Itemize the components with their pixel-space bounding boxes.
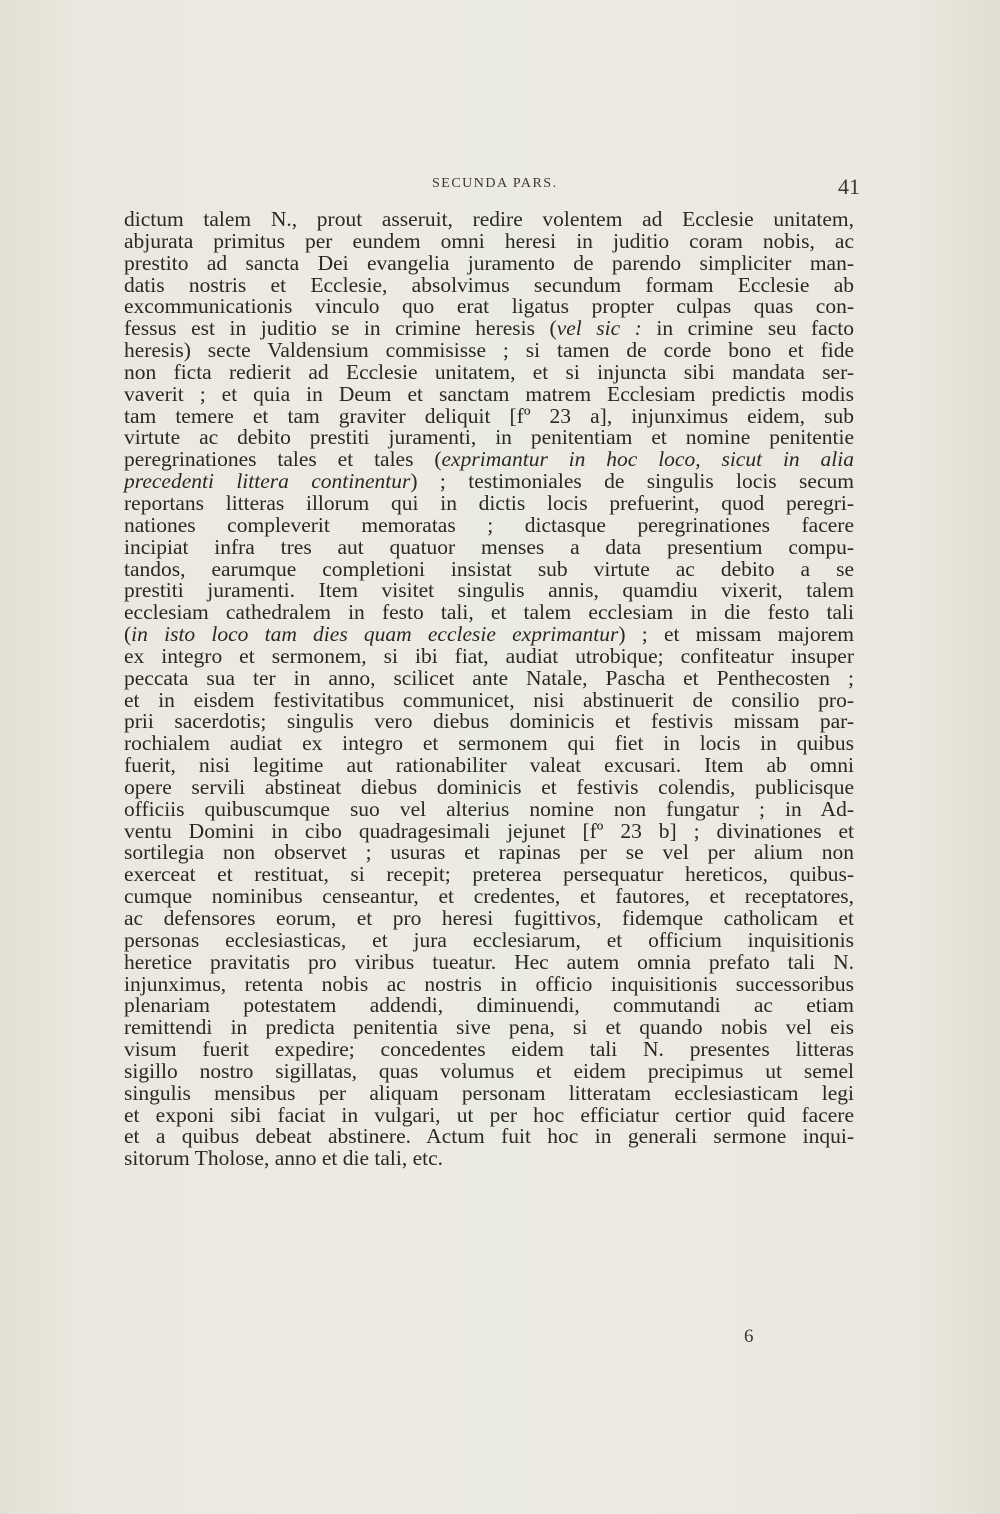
text-line [124, 250, 854, 275]
text-line [124, 927, 854, 952]
text-line [124, 971, 854, 996]
text-line [124, 1039, 854, 1061]
text-segment: non ficta redierit ad Ecclesie unitatem, et si injuncta sibi mandata ser- [124, 359, 854, 384]
text-segment: nationes compleverit memoratas ; dictasque peregrinationes facere [124, 512, 854, 537]
text-line [124, 318, 854, 340]
text-segment: remittendi in predicta penitentia sive pena, si et quando nobis vel eis [124, 1015, 854, 1040]
text-segment: ) ; et missam majorem [618, 622, 854, 647]
text-segment: ex integro et sermonem, si ibi fiat, audiat utrobique; confiteatur insuper [124, 643, 854, 668]
text-line [124, 1102, 854, 1127]
text-segment: heresis) secte Valdensium commisisse ; si tamen de corde bono et fide [124, 338, 854, 363]
text-segment: rochialem audiat ex integro et sermonem qui fiet in locis in quibus [124, 731, 854, 756]
text-line [124, 602, 854, 624]
text-segment: prestiti juramenti. Item visitet singulis annis, quamdiu vixerit, talem [124, 578, 854, 603]
text-segment: fessus est in juditio se in crimine heresis ( [124, 316, 557, 341]
running-head [0, 174, 1000, 198]
text-line [124, 908, 854, 930]
text-line [124, 774, 854, 799]
text-segment: opere servili abstineat diebus dominicis et festivis colendis, publicisque [124, 774, 854, 799]
text-segment: sitorum Tholose, anno et die tali, etc. [124, 1146, 444, 1171]
text-line [124, 733, 854, 755]
text-line [124, 796, 854, 821]
text-line [124, 1058, 854, 1083]
text-line [124, 512, 854, 537]
text-line [124, 1017, 854, 1039]
text-segment: incipiat infra tres aut quatuor menses a data presentium compu- [124, 534, 854, 559]
text-line [124, 427, 854, 449]
text-line [124, 359, 854, 384]
text-line [124, 643, 854, 668]
page-number: 41 [838, 174, 860, 199]
text-line [124, 449, 854, 471]
text-line [124, 490, 854, 515]
text-segment: tam temere et tam graviter deliquit [fº 23 a], injunximus eidem, sub [124, 403, 854, 428]
text-segment: peregrinationes tales et tales ( [124, 447, 442, 472]
text-segment: ac defensores eorum, et pro heresi fugittivos, fidemque catholicam et [124, 906, 854, 930]
text-segment: visum fuerit expedire; concedentes eidem tali N. presentes litteras [124, 1037, 854, 1062]
text-line [124, 1148, 854, 1170]
text-segment: reportans litteras illorum qui in dictis locis prefuerint, quod peregri- [124, 490, 854, 515]
text-segment: virtute ac debito prestiti juramenti, in penitentiam et nomine penitentie [124, 425, 854, 450]
text-segment: ventu Domini in cibo quadragesimali jejunet [fº 23 b] ; divinationes et [124, 818, 854, 843]
text-line [124, 1126, 854, 1148]
text-segment: ) ; testimoniales de singulis locis secum [410, 469, 854, 494]
text-segment: ecclesiam cathedralem in festo tali, et talem ecclesiam in die festo tali [124, 600, 854, 625]
text-line [124, 949, 854, 974]
text-line [124, 886, 854, 908]
text-line [124, 755, 854, 777]
text-segment: tandos, earumque completioni insistat sub virtute ac debito a se [124, 556, 854, 581]
text-segment: fuerit, nisi legitime aut rationabiliter valeat excusari. Item ab omni [124, 753, 854, 778]
signature-mark: 6 [744, 1326, 754, 1347]
text-line [124, 624, 854, 646]
text-segment: sortilegia non observet ; usuras et rapinas per se vel per alium non [124, 840, 854, 865]
text-segment: excommunicationis vinculo quo erat ligatus propter culpas quas con- [124, 294, 854, 319]
text-line [124, 228, 854, 253]
text-line [124, 534, 854, 559]
text-line [124, 665, 854, 690]
text-line [124, 1080, 854, 1105]
body-text [124, 209, 854, 1170]
text-line [124, 471, 854, 493]
text-segment: et a quibus debeat abstinere. Actum fuit hoc in generali sermone inqui- [124, 1124, 854, 1149]
text-line [124, 381, 854, 406]
text-line [124, 818, 854, 843]
text-segment: in crimine seu facto [641, 316, 854, 341]
text-line [124, 403, 854, 428]
text-segment: prestito ad sancta Dei evangelia juramento de parendo simpliciter man- [124, 250, 854, 275]
text-line [124, 296, 854, 318]
italic-segment: in isto loco tam dies quam ecclesie exprimantur [131, 622, 619, 647]
text-segment: sigillo nostro sigillatas, quas volumus et eidem precipimus ut semel [124, 1058, 854, 1083]
text-line [124, 272, 854, 297]
text-segment: ( [124, 622, 132, 647]
text-segment: prii sacerdotis; singulis vero diebus dominicis et festivis missam par- [124, 709, 854, 734]
text-line [124, 842, 854, 864]
text-segment: et in eisdem festivitatibus communicet, nisi abstinuerit de consilio pro- [124, 687, 854, 712]
text-segment: abjurata primitus per eundem omni heresi in juditio coram nobis, ac [124, 228, 854, 253]
italic-segment: vel sic : [556, 316, 642, 341]
text-segment: datis nostris et Ecclesie, absolvimus secundum formam Ecclesie ab [124, 272, 854, 297]
text-line [124, 995, 854, 1017]
text-segment: injunximus, retenta nobis ac nostris in officio inquisitionis successoribus [124, 971, 854, 996]
text-segment: personas ecclesiasticas, et jura ecclesiarum, et officium inquisitionis [124, 927, 854, 952]
text-segment: et exponi sibi faciat in vulgari, ut per hoc efficiatur certior quid facere [124, 1102, 854, 1127]
italic-segment: exprimantur in hoc loco, sicut in alia [441, 447, 854, 472]
text-line [124, 687, 854, 712]
text-segment: peccata sua ter in anno, scilicet ante Natale, Pascha et Penthecosten ; [124, 665, 854, 690]
text-segment: heretice pravitatis pro viribus tueatur. Hec autem omnia prefato tali N. [124, 949, 854, 974]
text-segment: exerceat et restituat, si recepit; preterea persequatur hereticos, quibus- [124, 862, 854, 887]
text-segment: dictum talem N., prout asseruit, redire volentem ad Ecclesie unitatem, [124, 207, 854, 231]
text-segment: singulis mensibus per aliquam personam litteratam ecclesiasticam legi [124, 1080, 854, 1105]
text-line [124, 864, 854, 886]
text-line [124, 340, 854, 362]
text-line [124, 556, 854, 581]
text-segment: vaverit ; et quia in Deum et sanctam matrem Ecclesiam predictis modis [124, 381, 854, 406]
text-segment: officiis quibuscumque suo vel alterius nomine non fungatur ; in Ad- [124, 796, 854, 821]
text-line [124, 711, 854, 733]
text-segment: cumque nominibus censeantur, et credentes, et fautores, et receptatores, [124, 884, 854, 909]
italic-segment: precedenti littera continentur [124, 469, 411, 494]
running-title: SECUNDA PARS. [432, 176, 558, 191]
text-segment: plenariam potestatem addendi, diminuendi, commutandi ac etiam [124, 993, 854, 1018]
text-line [124, 209, 854, 231]
text-line [124, 580, 854, 602]
